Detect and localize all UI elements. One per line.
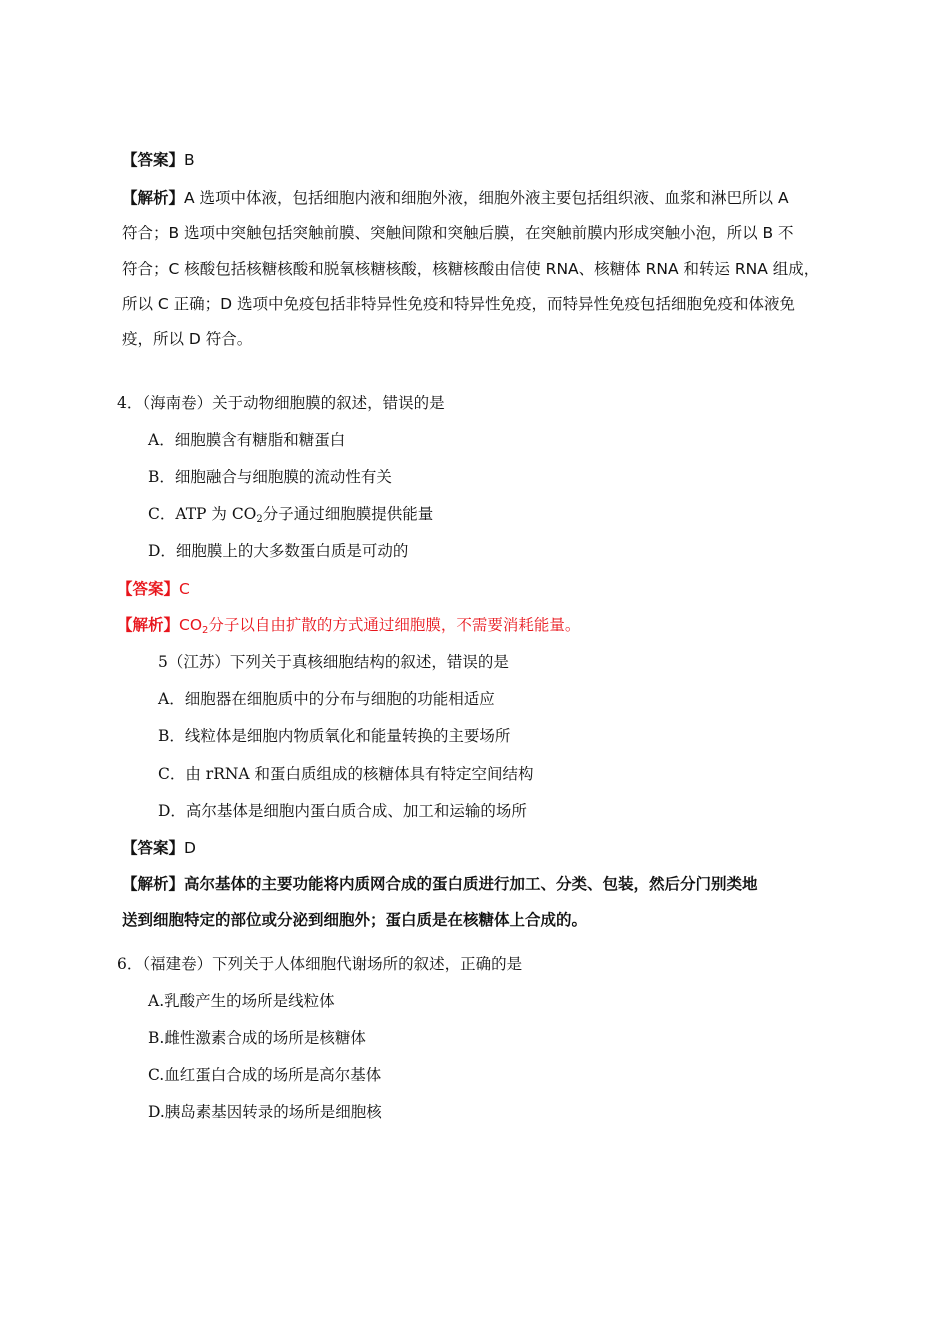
q6-option-c: C.血红蛋白合成的场所是高尔基体 xyxy=(148,1066,382,1084)
q5-analysis-line-2: 送到细胞特定的部位或分泌到细胞外；蛋白质是在核糖体上合成的。 xyxy=(122,911,588,929)
q3-analysis-line-1: 【解析】A 选项中体液，包括细胞内液和细胞外液，细胞外液主要包括组织液、血浆和淋巴所以 A xyxy=(122,189,789,207)
q4-answer-tag: 【答案】 xyxy=(117,580,180,598)
q4-analysis-tag: 【解析】 xyxy=(117,616,180,634)
q4-analysis-line: 【解析】$CO_2$分子以自由扩散的方式通过细胞膜，不需要消耗能量。 xyxy=(117,616,581,636)
q3-analysis-line-3: 符合；C 核酸包括核糖核酸和脱氧核糖核酸，核糖核酸由信使 RNA、核糖体 RNA 和转运 RNA 组成， xyxy=(122,260,820,278)
q5-analysis-tag: 【解析】 xyxy=(122,875,185,893)
q3-analysis-tag: 【解析】 xyxy=(122,189,185,207)
q5-answer-line xyxy=(122,837,196,859)
q4-answer: C xyxy=(179,580,190,598)
q5-option-d: D．高尔基体是细胞内蛋白质合成、加工和运输的场所 xyxy=(158,802,527,820)
q3-analysis-line-5: 疫，所以 D 符合。 xyxy=(122,330,253,348)
q5-analysis-line-1: 【解析】高尔基体的主要功能将内质网合成的蛋白质进行加工、分类、包装，然后分门别类地 xyxy=(122,875,758,893)
q5-answer-tag: 【答案】 xyxy=(122,839,185,857)
q4-option-c: C．ATP 为 $CO_2$分子通过细胞膜提供能量 xyxy=(148,505,434,525)
q4-answer-line xyxy=(117,578,190,600)
q6-option-d: D.胰岛素基因转录的场所是细胞核 xyxy=(148,1103,382,1121)
q5-answer: D xyxy=(184,839,196,857)
q3-answer-tag: 【答案】 xyxy=(122,151,185,169)
q4-stem: 4．（海南卷）关于动物细胞膜的叙述，错误的是 xyxy=(117,394,445,412)
q5-option-a: A．细胞器在细胞质中的分布与细胞的功能相适应 xyxy=(158,690,495,708)
q5-stem: 5（江苏）下列关于真核细胞结构的叙述，错误的是 xyxy=(158,653,509,671)
q6-option-b: B.雌性激素合成的场所是核糖体 xyxy=(148,1029,366,1047)
q4-option-b: B．细胞融合与细胞膜的流动性有关 xyxy=(148,468,392,486)
q3-analysis-line-4: 所以 C 正确；D 选项中免疫包括非特异性免疫和特异性免疫，而特异性免疫包括细胞免疫和体液免 xyxy=(122,295,796,313)
q6-option-a: A.乳酸产生的场所是线粒体 xyxy=(148,992,335,1010)
q3-answer-line xyxy=(122,149,195,171)
q5-option-c: C．由 rRNA 和蛋白质组成的核糖体具有特定空间结构 xyxy=(158,765,534,783)
q3-answer: B xyxy=(184,151,195,169)
q3-analysis-line-2: 符合；B 选项中突触包括突触前膜、突触间隙和突触后膜，在突触前膜内形成突触小泡，所以 B 不 xyxy=(122,224,794,242)
q5-option-b: B．线粒体是细胞内物质氧化和能量转换的主要场所 xyxy=(158,727,511,745)
q4-option-a: A．细胞膜含有糖脂和糖蛋白 xyxy=(148,431,346,449)
q6-stem: 6．（福建卷）下列关于人体细胞代谢场所的叙述，正确的是 xyxy=(117,955,523,973)
q4-option-d: D．细胞膜上的大多数蛋白质是可动的 xyxy=(148,542,409,560)
